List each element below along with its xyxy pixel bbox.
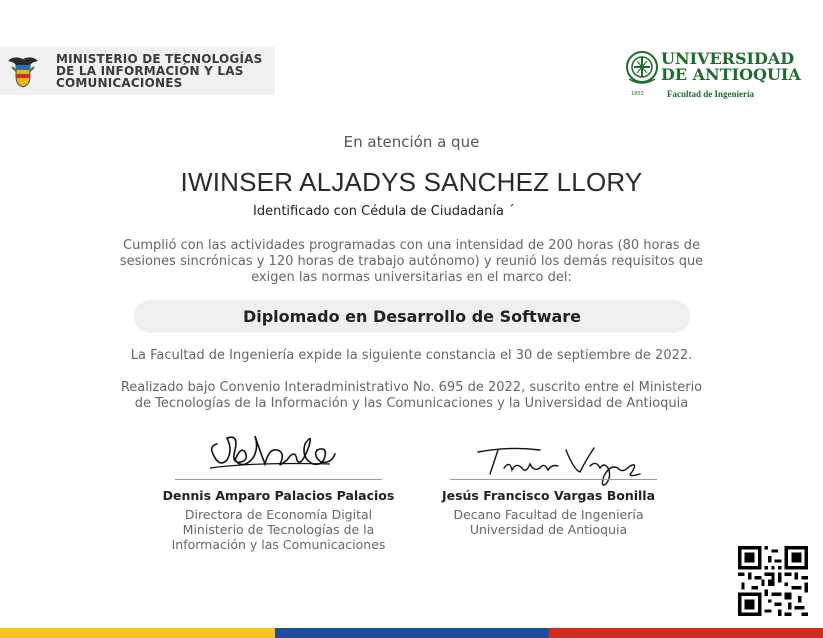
verification-qr-code[interactable]: [738, 546, 808, 616]
completion-line: exigen las normas universitarias en el marco del:: [251, 270, 572, 285]
faculty-name: Facultad de Ingeniería: [667, 89, 754, 99]
agreement-line: de Tecnologías de la Información y las Comunicaciones y la Universidad de Antioquia: [134, 396, 689, 411]
ministry-name: [56, 53, 262, 89]
signer-1-role-line: Ministerio de Tecnologías de la: [182, 522, 375, 537]
flag-color-stripe: [0, 628, 823, 638]
signature-1-handwriting: [205, 424, 340, 479]
university-name-line: DE ANTIOQUIA: [661, 65, 801, 84]
ministry-line: COMUNICACIONES: [56, 76, 183, 90]
university-name-line: UNIVERSIDAD: [661, 49, 795, 68]
agreement-line: Realizado bajo Convenio Interadministrativo No. 695 de 2022, suscrito entre el Ministerio: [120, 380, 703, 395]
ministry-header: [0, 47, 275, 95]
agreement-text: [100, 380, 723, 412]
signer-1-role-line: Información y las Comunicaciones: [171, 537, 386, 552]
signature-2-handwriting: [470, 440, 650, 490]
recipient-name: IWINSER ALJADYS SANCHEZ LLORY: [180, 167, 643, 197]
university-year: 1803: [631, 91, 644, 97]
signer-2-role-line: Universidad de Antioquia: [469, 522, 628, 537]
ministry-line: DE LA INFORMACIÓN Y LAS: [56, 64, 244, 78]
stripe-yellow: [0, 628, 275, 638]
university-name: [661, 51, 801, 83]
university-logo: [625, 47, 805, 99]
signer-2-role-line: Decano Facultad de Ingeniería: [453, 507, 644, 522]
ministry-line: MINISTERIO DE TECNOLOGÍAS: [56, 52, 263, 66]
signer-1-name: Dennis Amparo Palacios Palacios: [162, 488, 395, 503]
signer-2-role: [420, 507, 677, 537]
signature-2-line: [450, 479, 657, 480]
signer-2-name: Jesús Francisco Vargas Bonilla: [441, 488, 656, 503]
issued-statement: La Facultad de Ingeniería expide la siguiente constancia el 30 de septiembre de 2022.: [130, 348, 693, 363]
signer-1-role: [150, 507, 407, 552]
stripe-blue: [275, 628, 549, 638]
completion-text: [100, 238, 723, 286]
university-seal-icon: [625, 47, 659, 91]
program-title: Diplomado en Desarrollo de Software: [134, 300, 690, 333]
completion-line: Cumplió con las actividades programadas con una intensidad de 200 horas (80 horas de: [123, 238, 700, 253]
intro-text: En atención a que: [343, 133, 480, 151]
signature-1-line: [175, 479, 382, 480]
signer-1-role-line: Directora de Economía Digital: [184, 507, 373, 522]
colombia-coat-of-arms-icon: [6, 53, 40, 89]
id-line: Identificado con Cédula de Ciudadanía ´: [253, 204, 515, 219]
stripe-red: [549, 628, 823, 638]
completion-line: sesiones sincrónicas y 120 horas de trabajo autónomo) y reunió los demás requisitos que: [119, 254, 704, 269]
